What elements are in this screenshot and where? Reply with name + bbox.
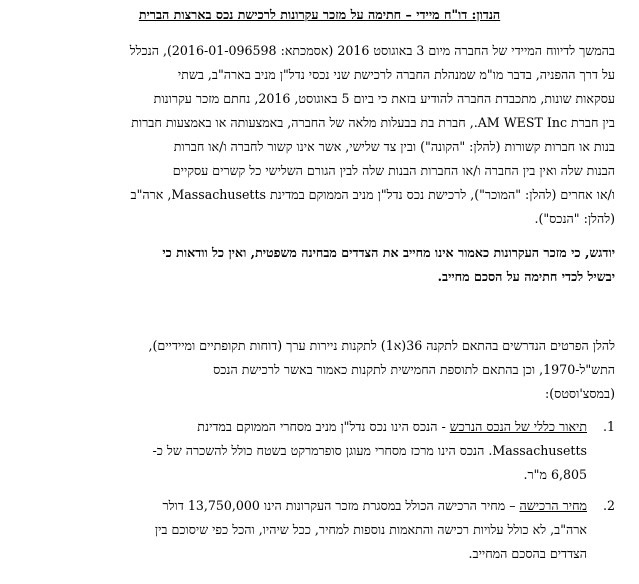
intro-line: (להלן: "הנכס"). <box>534 211 615 226</box>
intro-line: בהמשך לדיווח המיידי של החברה מיום 3 באוגוסט 2016 (אסמכתא: 2016-01-096598), הנכלל <box>129 43 615 58</box>
item-line <box>20 418 587 436</box>
intro-line: הבנות שלה ואין בין החברה ו/או החברות הבנות שלה לבין הגורם השלישי כל קשרים עסקיים <box>172 163 615 178</box>
item-heading: תיאור כללי של הנכס הנרכש <box>449 419 587 434</box>
item-line: ארה"ב, לא כולל עלויות רכישה והתאמות נוספות למחיר, ככל שיהיו, והכל כפי שיסוכם בין <box>154 522 587 537</box>
item-line: הצדדים בהסכם המחייב. <box>468 546 587 561</box>
item-text: – מחיר הרכישה הכולל במסגרת מזכר העקרונות הינו 13,750,000 דולר <box>162 498 520 513</box>
item-heading: מחיר הרכישה <box>519 498 587 513</box>
intro-line: על דרך ההפניה, בדבר מו"מ שמנהלת החברה לרכישת שני נכסי נדל"ן מניב בארה"ב, בשתי <box>177 67 615 82</box>
item-line: 6,805 מ"ר. <box>523 467 587 482</box>
intro-line: עסקאות שונות, מתכבדת החברה להודיע בזאת כי ביום 5 באוגוסט, 2016, נחתם מזכר עקרונות <box>153 91 615 106</box>
details-line: להלן הפרטים הנדרשים בהתאם לתקנה 36(א1) לתקנות ניירות ערך (דוחות תקופתיים ומיידיים), <box>148 338 615 353</box>
disclaimer-line: יבשיל לכדי חתימה על הסכם מחייב. <box>437 269 615 284</box>
item-number: 2. <box>602 498 615 513</box>
intro-line: בנות או חברות קשורות (להלן: "הקונה") ובין צד שלישי, אשר אינו קשור לחברה ו/או חברות <box>173 139 615 154</box>
details-line: (במסצ'וסטס): <box>545 386 615 401</box>
intro-line: בין חברת AM WEST Inc., חברת בת בבעלות מלאה של החברה, באמצעותה או באמצעות חברות <box>131 115 615 130</box>
item-number: 1. <box>602 419 615 434</box>
intro-line: ו/או אחרים (להלן: "המוכר"), לרכישת נכס נדל"ן מניב הממוקם במדינת Massachusetts, ארה"ב <box>130 187 615 202</box>
item-line: Massachusetts. הנכס הינו מרכז מסחרי מעוגן סופרמרקט בשטח כולל להשכרה של כ- <box>152 443 587 458</box>
item-text: - הנכס הינו נכס נדל"ן מניב מסחרי הממוקם במדינת <box>197 419 450 434</box>
document-title: הנדון: דו"ח מיידי – חתימה על מזכר עקרונות לרכישת נכס בארצות הברית <box>138 7 501 22</box>
disclaimer-line: יודגש, כי מזכר העקרונות כאמור אינו מחייב את הצדדים מבחינה משפטית, ואין כל וודאות כי <box>162 245 615 260</box>
item-line <box>20 497 587 515</box>
details-line: התש"ל-1970, וכן בהתאם לתוספת החמישית לתקנות כאמור באשר לרכישת הנכס <box>213 362 615 377</box>
